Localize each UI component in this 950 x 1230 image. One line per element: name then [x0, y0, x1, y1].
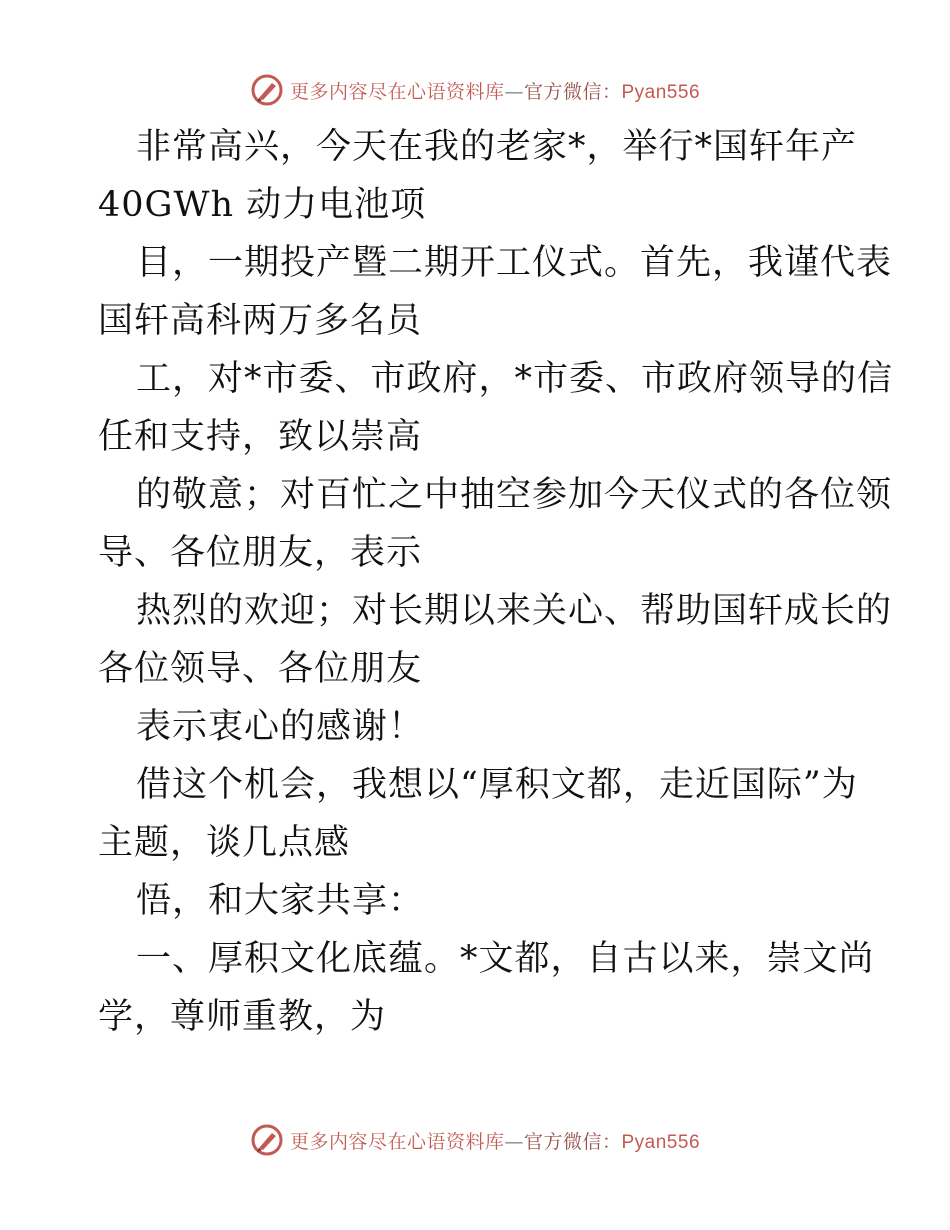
pen-circle-logo-icon — [250, 1123, 284, 1157]
text-line: 热烈的欢迎；对长期以来关心、帮助国轩成长的 — [136, 591, 893, 631]
text-line: 一、厚积文化底蕴。*文都，自古以来，崇文尚 — [136, 939, 875, 979]
watermark-sep: — — [504, 1130, 524, 1153]
pen-circle-logo-icon — [250, 73, 284, 107]
text-line: 导、各位朋友，表示 — [98, 533, 423, 573]
text-line: 各位领导、各位朋友 — [98, 649, 423, 689]
text-line: 悟，和大家共享： — [136, 881, 425, 921]
text-line: 工，对*市委、市政府，*市委、市政府领导的信 — [136, 359, 894, 399]
text-line: 目，一期投产暨二期开工仪式。首先，我谨代表 — [136, 243, 893, 283]
watermark-main: 更多内容尽在心语资料库 — [289, 80, 505, 103]
text-line: 表示衷心的感谢！ — [136, 707, 425, 747]
watermark-id: Pyan556 — [621, 1131, 701, 1153]
text-line: 40GWh 动力电池项 — [98, 185, 427, 225]
watermark-text — [290, 77, 700, 104]
header-watermark-banner — [0, 70, 950, 110]
footer-watermark-banner — [0, 1120, 950, 1160]
text-line: 国轩高科两万多名员 — [98, 301, 423, 341]
text-line: 任和支持，致以崇高 — [98, 417, 423, 457]
text-line: 非常高兴，今天在我的老家*，举行*国轩年产 — [136, 127, 858, 167]
watermark-label: 官方微信： — [523, 80, 622, 103]
watermark-label: 官方微信： — [523, 1130, 622, 1153]
text-line: 借这个机会，我想以“厚积文都，走近国际”为 — [136, 765, 858, 805]
text-line: 学，尊师重教，为 — [98, 997, 387, 1037]
watermark-main: 更多内容尽在心语资料库 — [289, 1130, 505, 1153]
document-body — [98, 118, 894, 1046]
text-line: 主题，谈几点感 — [98, 823, 351, 863]
text-line: 的敬意；对百忙之中抽空参加今天仪式的各位领 — [136, 475, 893, 515]
watermark-sep: — — [504, 80, 524, 103]
watermark-text — [290, 1127, 700, 1154]
watermark-id: Pyan556 — [621, 81, 701, 103]
